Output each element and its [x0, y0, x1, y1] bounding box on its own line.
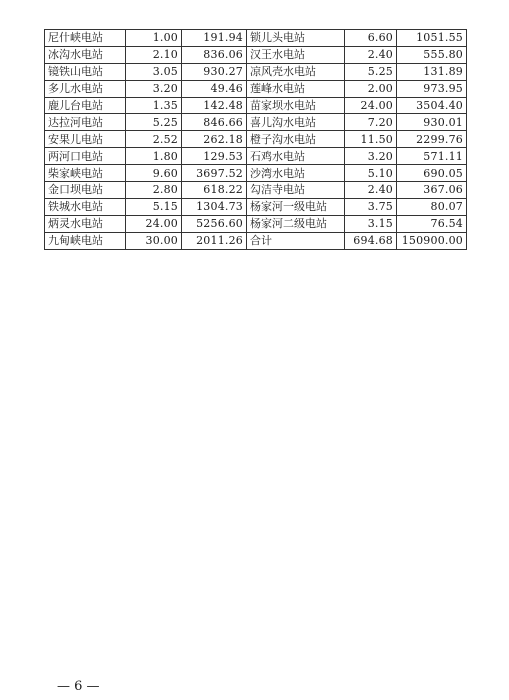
- amount-cell: 2299.76: [397, 131, 467, 148]
- power-station-table: [44, 29, 467, 250]
- station-name-cell: 两河口电站: [45, 148, 126, 165]
- table-row: [45, 114, 467, 131]
- capacity-cell: 2.52: [126, 131, 182, 148]
- page-number: — 6 —: [57, 679, 100, 694]
- amount-cell: 129.53: [182, 148, 247, 165]
- station-name-cell: 喜儿沟水电站: [247, 114, 345, 131]
- capacity-cell: 7.20: [345, 114, 397, 131]
- station-name-cell: 苗家坝水电站: [247, 97, 345, 114]
- amount-cell: 2011.26: [182, 232, 247, 249]
- station-name-cell: 炳灵水电站: [45, 215, 126, 232]
- table-row: [45, 46, 467, 63]
- amount-cell: 49.46: [182, 80, 247, 97]
- table-row: [45, 97, 467, 114]
- amount-cell: 131.89: [397, 63, 467, 80]
- capacity-cell: 3.20: [345, 148, 397, 165]
- capacity-cell: 24.00: [345, 97, 397, 114]
- amount-cell: 1051.55: [397, 30, 467, 47]
- station-name-cell: 石鸡水电站: [247, 148, 345, 165]
- table-row: [45, 131, 467, 148]
- capacity-cell: 2.10: [126, 46, 182, 63]
- amount-cell: 367.06: [397, 182, 467, 199]
- amount-cell: 690.05: [397, 165, 467, 182]
- station-name-cell: 铁城水电站: [45, 198, 126, 215]
- table-row: [45, 80, 467, 97]
- table-body: [45, 30, 467, 250]
- capacity-cell: 5.10: [345, 165, 397, 182]
- station-name-cell: 合计: [247, 232, 345, 249]
- capacity-cell: 1.00: [126, 30, 182, 47]
- station-name-cell: 鹿儿台电站: [45, 97, 126, 114]
- amount-cell: 3504.40: [397, 97, 467, 114]
- amount-cell: 555.80: [397, 46, 467, 63]
- capacity-cell: 694.68: [345, 232, 397, 249]
- station-name-cell: 汉王水电站: [247, 46, 345, 63]
- capacity-cell: 9.60: [126, 165, 182, 182]
- table-row: [45, 182, 467, 199]
- table-row: [45, 198, 467, 215]
- station-name-cell: 镜铁山电站: [45, 63, 126, 80]
- amount-cell: 3697.52: [182, 165, 247, 182]
- amount-cell: 1304.73: [182, 198, 247, 215]
- table-row: [45, 148, 467, 165]
- amount-cell: 150900.00: [397, 232, 467, 249]
- capacity-cell: 2.40: [345, 182, 397, 199]
- capacity-cell: 2.40: [345, 46, 397, 63]
- amount-cell: 930.27: [182, 63, 247, 80]
- capacity-cell: 6.60: [345, 30, 397, 47]
- station-name-cell: 达拉河电站: [45, 114, 126, 131]
- amount-cell: 973.95: [397, 80, 467, 97]
- capacity-cell: 1.80: [126, 148, 182, 165]
- station-name-cell: 安果儿电站: [45, 131, 126, 148]
- capacity-cell: 3.20: [126, 80, 182, 97]
- capacity-cell: 5.25: [345, 63, 397, 80]
- capacity-cell: 5.25: [126, 114, 182, 131]
- amount-cell: 5256.60: [182, 215, 247, 232]
- table-row: [45, 63, 467, 80]
- amount-cell: 618.22: [182, 182, 247, 199]
- station-name-cell: 金口坝电站: [45, 182, 126, 199]
- station-name-cell: 杨家河一级电站: [247, 198, 345, 215]
- capacity-cell: 3.05: [126, 63, 182, 80]
- capacity-cell: 3.75: [345, 198, 397, 215]
- capacity-cell: 30.00: [126, 232, 182, 249]
- capacity-cell: 24.00: [126, 215, 182, 232]
- station-name-cell: 多儿水电站: [45, 80, 126, 97]
- table-row: [45, 215, 467, 232]
- table-row: [45, 232, 467, 249]
- station-name-cell: 勾洁寺电站: [247, 182, 345, 199]
- amount-cell: 80.07: [397, 198, 467, 215]
- station-name-cell: 莲峰水电站: [247, 80, 345, 97]
- station-name-cell: 杨家河二级电站: [247, 215, 345, 232]
- capacity-cell: 11.50: [345, 131, 397, 148]
- station-name-cell: 沙湾水电站: [247, 165, 345, 182]
- capacity-cell: 5.15: [126, 198, 182, 215]
- amount-cell: 836.06: [182, 46, 247, 63]
- amount-cell: 262.18: [182, 131, 247, 148]
- table-row: [45, 30, 467, 47]
- amount-cell: 191.94: [182, 30, 247, 47]
- capacity-cell: 3.15: [345, 215, 397, 232]
- amount-cell: 930.01: [397, 114, 467, 131]
- station-name-cell: 柴家峡电站: [45, 165, 126, 182]
- station-name-cell: 凉风壳水电站: [247, 63, 345, 80]
- station-name-cell: 橙子沟水电站: [247, 131, 345, 148]
- station-name-cell: 锁儿头电站: [247, 30, 345, 47]
- capacity-cell: 2.00: [345, 80, 397, 97]
- capacity-cell: 2.80: [126, 182, 182, 199]
- amount-cell: 571.11: [397, 148, 467, 165]
- amount-cell: 846.66: [182, 114, 247, 131]
- amount-cell: 76.54: [397, 215, 467, 232]
- station-name-cell: 九甸峡电站: [45, 232, 126, 249]
- station-name-cell: 尼什峡电站: [45, 30, 126, 47]
- capacity-cell: 1.35: [126, 97, 182, 114]
- amount-cell: 142.48: [182, 97, 247, 114]
- station-name-cell: 冰沟水电站: [45, 46, 126, 63]
- table-row: [45, 165, 467, 182]
